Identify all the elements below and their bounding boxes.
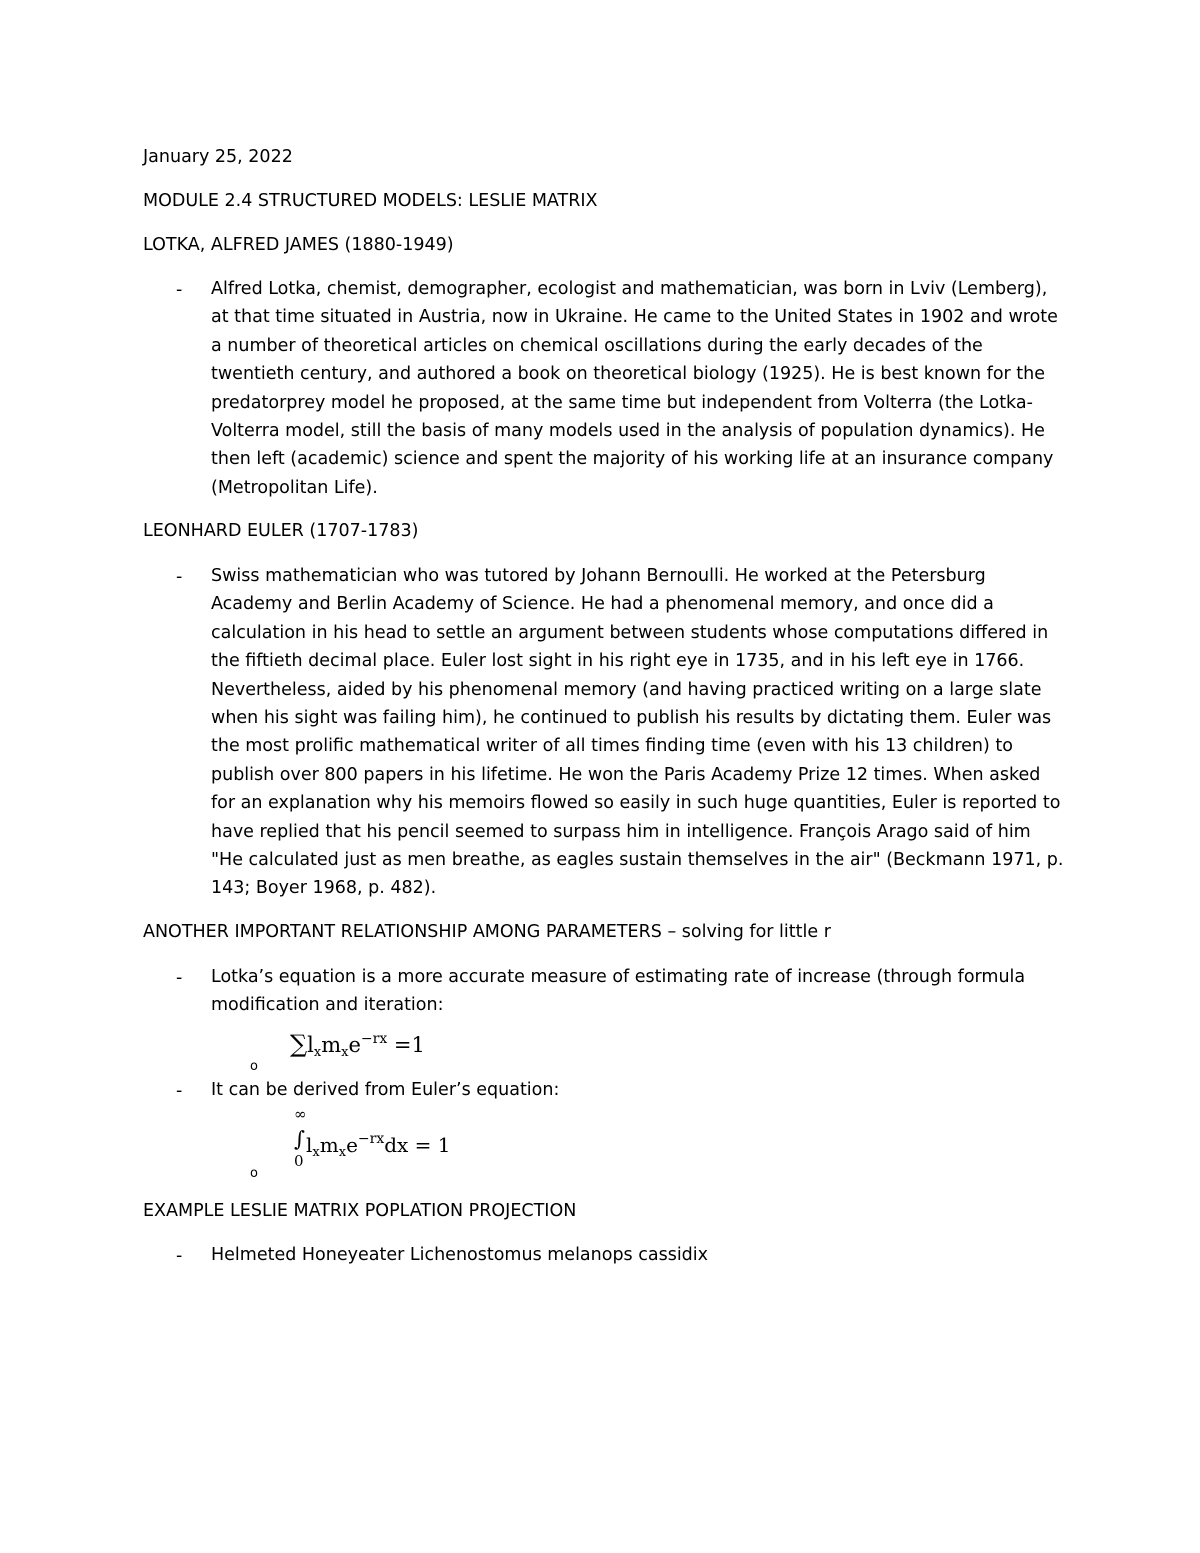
formula-m-subscript: x bbox=[341, 1045, 349, 1060]
euler-equation-formula bbox=[306, 1124, 451, 1168]
lotka-equation-formula bbox=[290, 1024, 425, 1068]
formula-m: m bbox=[321, 1033, 342, 1057]
formula-exponent: −rx bbox=[360, 1031, 388, 1047]
integral-symbol: ∫ bbox=[294, 1127, 305, 1151]
bullet-dash: - bbox=[176, 280, 183, 300]
formula-m: m bbox=[319, 1133, 339, 1157]
lotka-paragraph: Alfred Lotka, chemist, demographer, ecologist and mathematician, was born in Lviv (Lemberg), at that time situated in Austria, now in Ukraine. He came to the United States in 1902 and wrote a number of theoretical articles on chemical oscillations during the early decades of the twentieth century, and authored a book on theoretical biology (1925). He is best known for the predatorprey model he proposed, at the same time but independent from Volterra (the Lotka- Volterra model, still the basis of many models used in the analysis of population dynamics). He then left (academic) science and spent the majority of his working life at an insurance company (Metropolitan Life). bbox=[211, 279, 1058, 498]
document-date: January 25, 2022 bbox=[143, 147, 293, 167]
integral-lower-limit: 0 bbox=[294, 1152, 304, 1170]
euler-heading: LEONHARD EULER (1707-1783) bbox=[143, 521, 419, 541]
sum-symbol: ∑ bbox=[290, 1030, 308, 1058]
integral-upper-limit: ∞ bbox=[294, 1105, 307, 1123]
bullet-dash: - bbox=[176, 1246, 183, 1266]
euler-paragraph: Swiss mathematician who was tutored by Johann Bernoulli. He worked at the Petersburg Academy and Berlin Academy of Science. He had a phenomenal memory, and once did a calculation in his head to settle an argument between students whose computations differed in the fiftieth decimal place. Euler lost sight in his right eye in 1735, and in his left eye in 1766. Nevertheless, aided by his phenomenal memory (and having practiced writing on a large slate when his sight was failing him), he continued to publish his results by dictating them. Euler was the most prolific mathematical writer of all times finding time (even with his 13 children) to publish over 800 papers in his lifetime. He won the Paris Academy Prize 12 times. When asked for an explanation why his memoirs flowed so easily in such huge quantities, Euler is reported to have replied that his pencil seemed to surpass him in intelligence. François Arago said of him "He calculated just as men breathe, as eagles sustain themselves in the air" (Beckmann 1971, p. 143; Boyer 1968, p. 482). bbox=[211, 566, 1064, 899]
formula-l-subscript: x bbox=[313, 1045, 322, 1060]
euler-equation-bullet: It can be derived from Euler’s equation: bbox=[211, 1080, 560, 1100]
relationship-heading: ANOTHER IMPORTANT RELATIONSHIP AMONG PARAMETERS – solving for little r bbox=[143, 922, 831, 942]
bullet-dash: - bbox=[176, 567, 183, 587]
lotka-heading: LOTKA, ALFRED JAMES (1880-1949) bbox=[143, 235, 454, 255]
formula-e: e bbox=[348, 1033, 361, 1057]
formula-e: e bbox=[346, 1133, 358, 1157]
lotka-equation-bullet: Lotka’s equation is a more accurate measure of estimating rate of increase (through formula modification and iteration: bbox=[211, 967, 1026, 1016]
example-bullet: Helmeted Honeyeater Lichenostomus melanops cassidix bbox=[211, 1245, 709, 1265]
formula-l-subscript: x bbox=[312, 1145, 320, 1160]
formula-l: l bbox=[306, 1133, 313, 1157]
bullet-dash: - bbox=[176, 1081, 183, 1101]
sub-bullet-o: o bbox=[250, 1166, 258, 1181]
example-heading: EXAMPLE LESLIE MATRIX POPLATION PROJECTION bbox=[143, 1201, 577, 1221]
formula-m-subscript: x bbox=[338, 1145, 347, 1160]
formula-rest: dx = 1 bbox=[384, 1133, 451, 1157]
bullet-dash: - bbox=[176, 968, 183, 988]
formula-exponent: −rx bbox=[357, 1131, 385, 1147]
module-title: MODULE 2.4 STRUCTURED MODELS: LESLIE MATRIX bbox=[143, 191, 598, 211]
formula-rhs: =1 bbox=[387, 1033, 425, 1057]
formula-l: l bbox=[307, 1033, 314, 1057]
sub-bullet-o: o bbox=[250, 1059, 258, 1074]
